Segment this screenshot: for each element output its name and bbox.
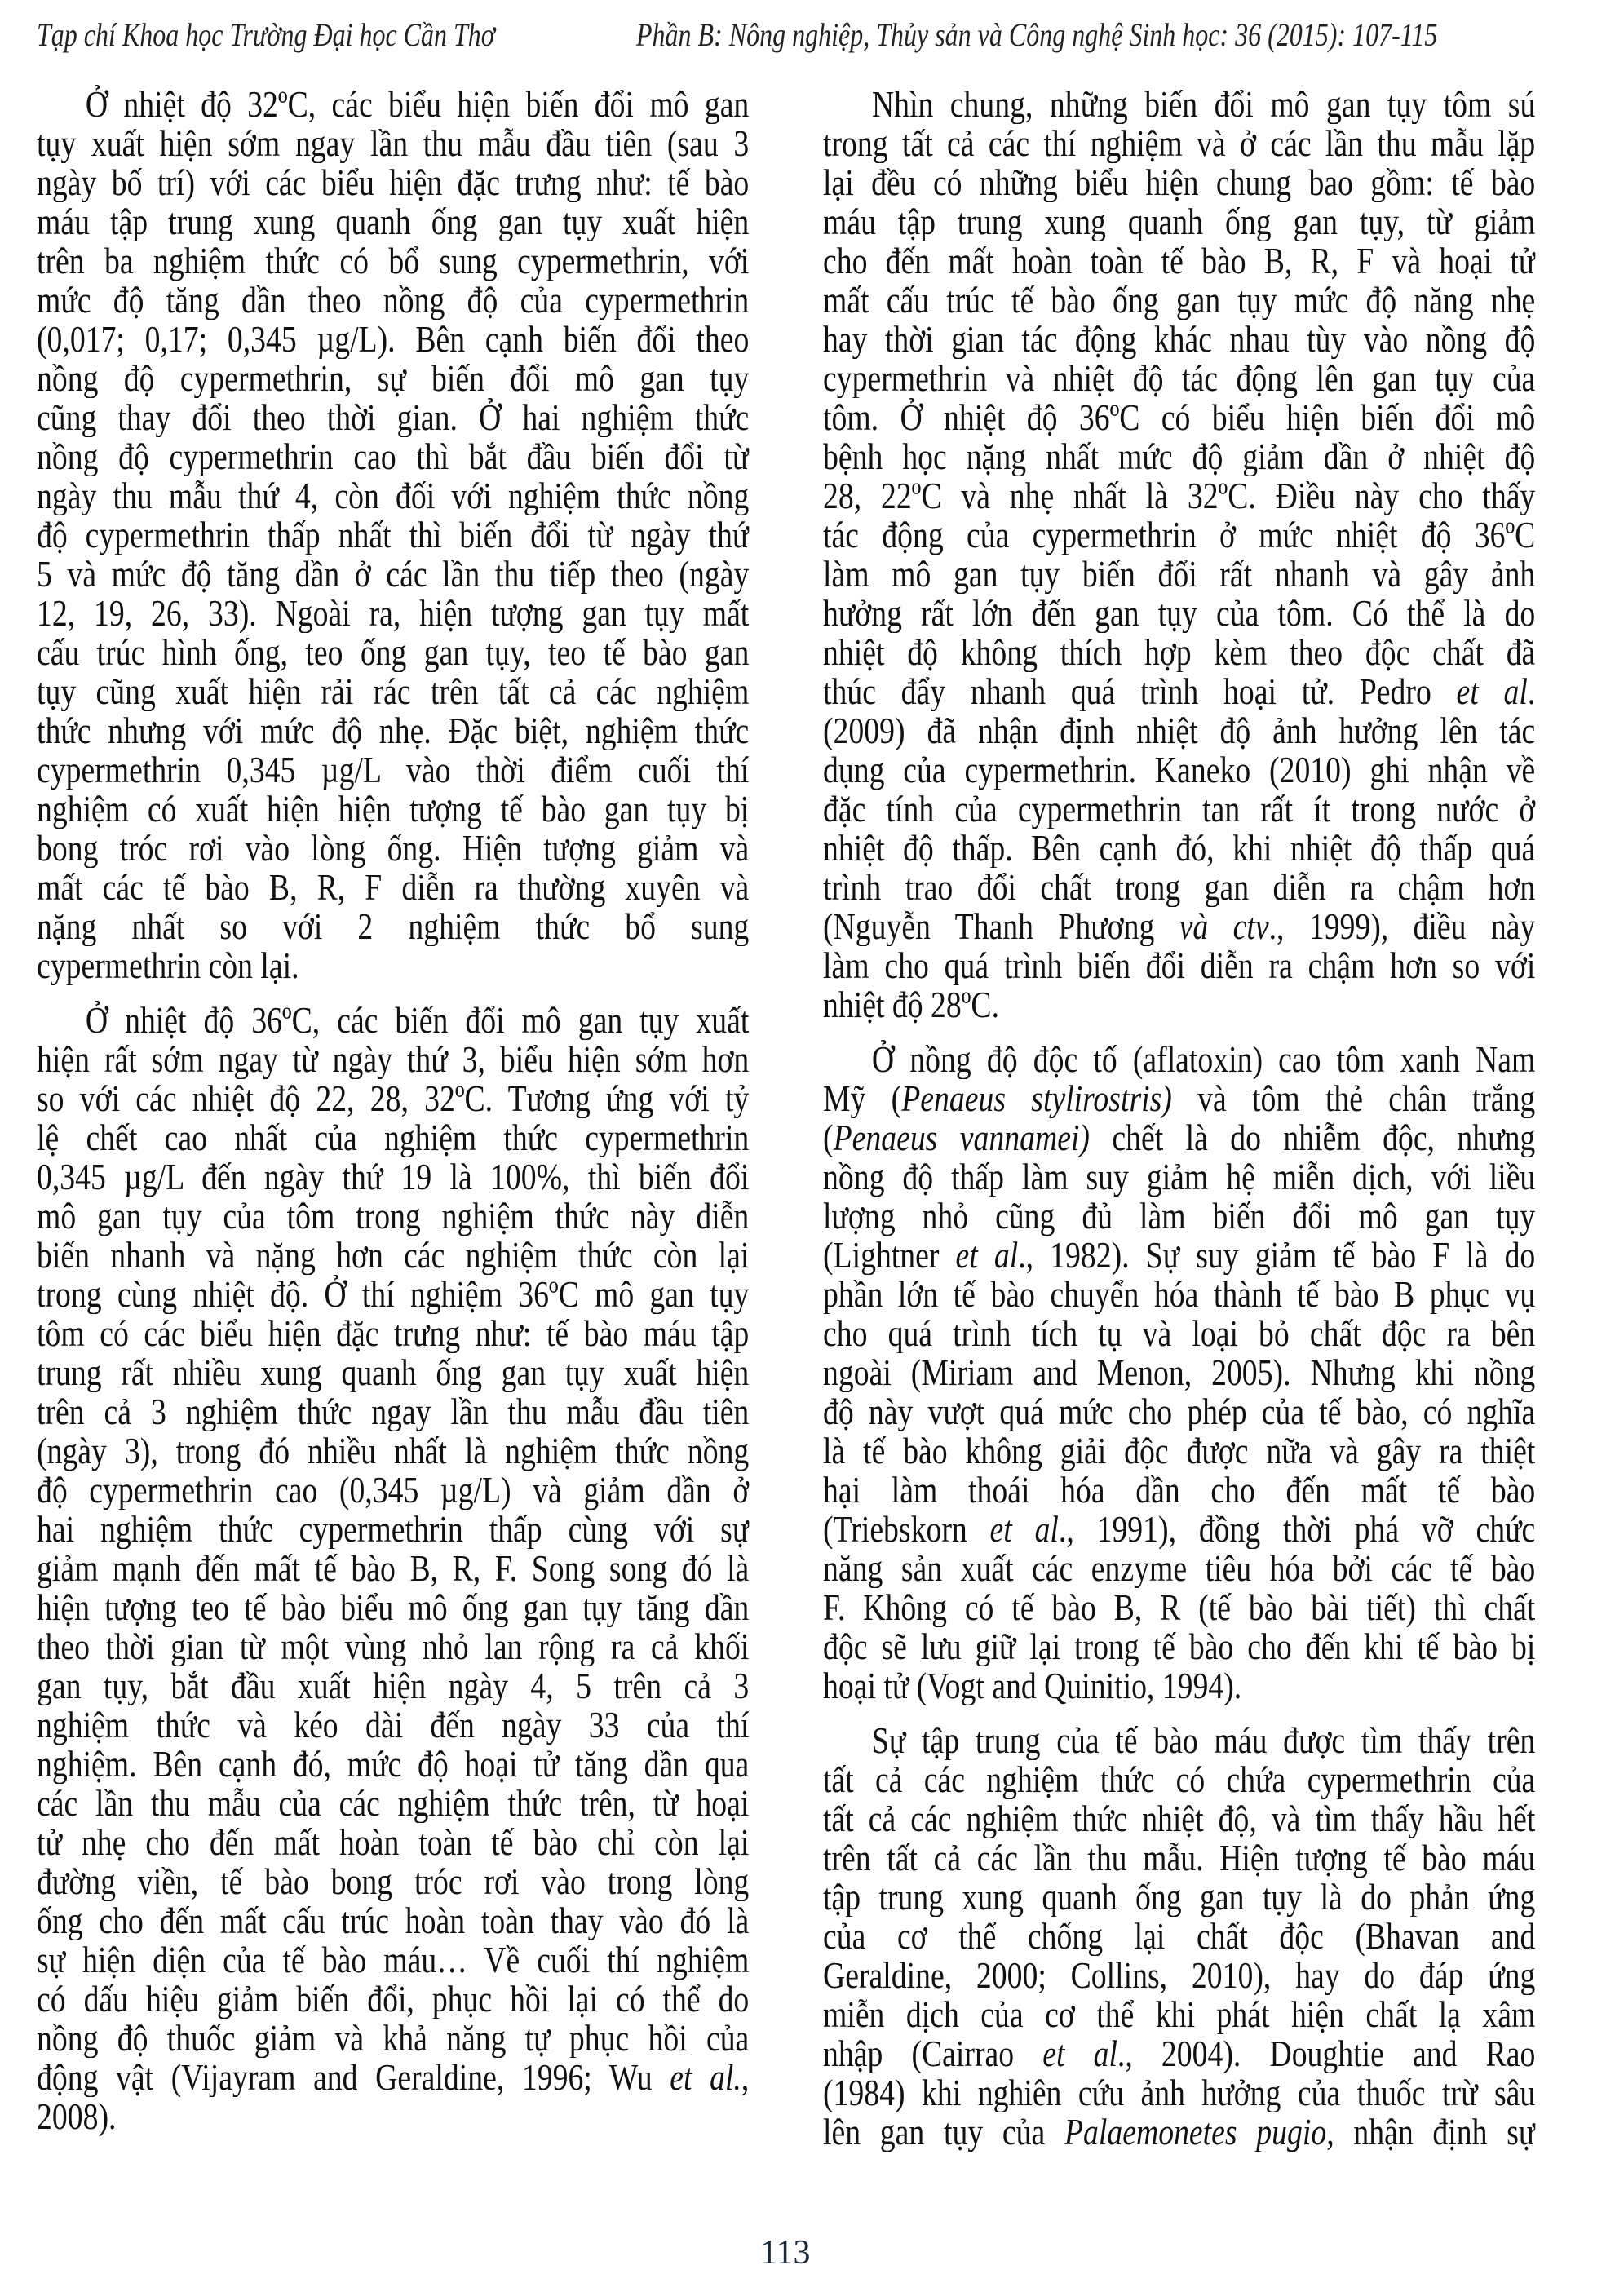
text-line bbox=[823, 476, 1536, 515]
text-line-content: làm cho quá trình biến đổi diễn ra chậm hơn so với bbox=[823, 946, 1536, 985]
text-line-content: cypermethrin 0,345 µg/L vào thời điểm cuối thí bbox=[37, 750, 750, 790]
text-line-content: biến nhanh và nặng hơn các nghiệm thức còn lại bbox=[37, 1236, 750, 1275]
text-line bbox=[37, 124, 750, 163]
text-line bbox=[823, 281, 1536, 320]
text-line bbox=[823, 2034, 1536, 2073]
text-line bbox=[823, 1917, 1536, 1956]
text-line-content: máu tập trung xung quanh ống gan tụy xuất hiện bbox=[37, 202, 750, 241]
text-line-content: miễn dịch của cơ thể khi phát hiện chất lạ xâm bbox=[823, 1995, 1536, 2034]
text-line-content: cho quá trình tích tụ và loại bỏ chất độc ra bên bbox=[823, 1314, 1536, 1353]
text-line-content: nồng độ cypermethrin, sự biến đổi mô gan tụy bbox=[37, 359, 750, 398]
text-line-content: (2009) đã nhận định nhiệt độ ảnh hưởng lên tác bbox=[823, 711, 1536, 750]
text-line bbox=[37, 437, 750, 476]
text-line bbox=[37, 1431, 750, 1471]
text-line-content: các lần thu mẫu của các nghiệm thức trên, từ hoại bbox=[37, 1784, 750, 1823]
text-line bbox=[37, 1940, 750, 1980]
section-citation: Phần B: Nông nghiệp, Thủy sản và Công nghệ Sinh học: 36 (2015): 107-115 bbox=[636, 16, 1438, 53]
text-line-content: thức nhưng với mức độ nhẹ. Đặc biệt, nghiệm thức bbox=[37, 711, 750, 750]
text-line bbox=[823, 163, 1536, 202]
text-line-content: gan tụy, bắt đầu xuất hiện ngày 4, 5 trên cả 3 bbox=[37, 1666, 750, 1705]
text-line bbox=[37, 241, 750, 281]
right-column bbox=[823, 85, 1536, 2167]
text-line bbox=[37, 907, 750, 946]
text-line bbox=[37, 202, 750, 241]
text-line bbox=[823, 398, 1536, 437]
text-line bbox=[823, 320, 1536, 359]
text-line-content: độ cypermethrin cao (0,345 µg/L) và giảm dần ở bbox=[37, 1471, 750, 1510]
text-line-content: tập trung xung quanh ống gan tụy là do phản ứng bbox=[823, 1878, 1536, 1917]
text-line-content: (Triebskorn et al., 1991), đồng thời phá vỡ chức bbox=[823, 1510, 1536, 1549]
text-line bbox=[37, 1588, 750, 1627]
text-line bbox=[823, 85, 1536, 124]
text-line-content: trung rất nhiều xung quanh ống gan tụy xuất hiện bbox=[37, 1353, 750, 1392]
text-line bbox=[37, 868, 750, 907]
text-line-content: hiện tượng teo tế bào biểu mô ống gan tụy tăng dần bbox=[37, 1588, 750, 1627]
paragraph bbox=[37, 1001, 750, 2136]
text-line bbox=[823, 1392, 1536, 1431]
text-line bbox=[823, 907, 1536, 946]
text-line-content: làm mô gan tụy biến đổi rất nhanh và gây ảnh bbox=[823, 555, 1536, 594]
text-line-content: mô gan tụy của tôm trong nghiệm thức này diễn bbox=[37, 1197, 750, 1236]
text-line bbox=[37, 1745, 750, 1784]
text-line bbox=[37, 1236, 750, 1275]
text-line bbox=[37, 1118, 750, 1157]
text-line-content: dụng của cypermethrin. Kaneko (2010) ghi nhận về bbox=[823, 750, 1536, 790]
text-line-content: nghiệm. Bên cạnh đó, mức độ hoại tử tăng dần qua bbox=[37, 1745, 750, 1784]
text-line-content: Ở nhiệt độ 32ºC, các biểu hiện biến đổi mô gan bbox=[85, 85, 750, 124]
text-line bbox=[37, 1510, 750, 1549]
running-head-journal bbox=[37, 15, 609, 55]
text-line-content: (0,017; 0,17; 0,345 µg/L). Bên cạnh biến đổi theo bbox=[37, 320, 750, 359]
text-line-content: đặc tính của cypermethrin tan rất ít trong nước ở bbox=[823, 790, 1536, 829]
text-line-content: nhập (Cairrao et al., 2004). Doughtie and Rao bbox=[823, 2034, 1536, 2073]
text-line bbox=[823, 633, 1536, 672]
text-line bbox=[823, 1838, 1536, 1878]
text-line-content: có dấu hiệu giảm biến đổi, phục hồi lại có thể do bbox=[37, 1980, 750, 2019]
text-line bbox=[37, 1392, 750, 1431]
text-line-content: máu tập trung xung quanh ống gan tụy, từ giảm bbox=[823, 202, 1536, 241]
text-line bbox=[823, 1995, 1536, 2034]
text-line-content: trong cùng nhiệt độ. Ở thí nghiệm 36ºC mô gan tụy bbox=[37, 1275, 750, 1314]
text-line-content: phần lớn tế bào chuyển hóa thành tế bào B phục vụ bbox=[823, 1275, 1536, 1314]
text-line-content: hưởng rất lớn đến gan tụy của tôm. Có thể là do bbox=[823, 594, 1536, 633]
text-line-content: Ở nhiệt độ 36ºC, các biến đổi mô gan tụy xuất bbox=[85, 1001, 750, 1040]
text-line bbox=[37, 1627, 750, 1666]
text-line-content: tất cả các nghiệm thức có chứa cypermethrin của bbox=[823, 1760, 1536, 1799]
text-line-content: tôm có các biểu hiện đặc trưng như: tế bào máu tập bbox=[37, 1314, 750, 1353]
text-line-content: bong tróc rơi vào lòng ống. Hiện tượng giảm và bbox=[37, 829, 750, 868]
paragraph bbox=[823, 85, 1536, 1024]
text-line bbox=[823, 2073, 1536, 2112]
text-line bbox=[823, 1275, 1536, 1314]
text-line bbox=[823, 1353, 1536, 1392]
text-line bbox=[37, 85, 750, 124]
text-line bbox=[37, 1275, 750, 1314]
text-line bbox=[37, 946, 750, 985]
text-line-content: 0,345 µg/L đến ngày thứ 19 là 100%, thì biến đổi bbox=[37, 1157, 750, 1197]
text-line bbox=[37, 1823, 750, 1862]
text-line-content: ống cho đến mất cấu trúc hoàn toàn thay vào đó là bbox=[37, 1901, 750, 1940]
text-line bbox=[823, 1157, 1536, 1197]
text-line-content: sự hiện diện của tế bào máu… Về cuối thí nghiệm bbox=[37, 1940, 750, 1980]
text-line-content: hại làm thoái hóa dần cho đến mất tế bào bbox=[823, 1471, 1536, 1510]
text-line bbox=[37, 1040, 750, 1079]
text-line bbox=[37, 1784, 750, 1823]
text-line-content: năng sản xuất các enzyme tiêu hóa bởi các tế bào bbox=[823, 1549, 1536, 1588]
text-line bbox=[823, 1760, 1536, 1799]
paragraph bbox=[823, 1721, 1536, 2152]
paragraph bbox=[37, 85, 750, 985]
text-line-content: trên ba nghiệm thức có bổ sung cypermethrin, với bbox=[37, 241, 750, 281]
text-line-content: 5 và mức độ tăng dần ở các lần thu tiếp theo (ngày bbox=[37, 555, 750, 594]
text-line bbox=[37, 711, 750, 750]
text-line-content: (ngày 3), trong đó nhiều nhất là nghiệm thức nồng bbox=[37, 1431, 750, 1471]
text-line bbox=[37, 829, 750, 868]
text-line bbox=[37, 1197, 750, 1236]
running-head-section bbox=[636, 15, 1615, 55]
page-number: 113 bbox=[760, 2234, 811, 2272]
text-line bbox=[823, 1118, 1536, 1157]
text-line-content: nghiệm thức và kéo dài đến ngày 33 của thí bbox=[37, 1705, 750, 1745]
text-line bbox=[823, 437, 1536, 476]
text-line-content: trên cả 3 nghiệm thức ngay lần thu mẫu đầu tiên bbox=[37, 1392, 750, 1431]
text-line-content: hoại tử (Vogt and Quinitio, 1994). bbox=[823, 1666, 1242, 1705]
text-line-content: mất các tế bào B, R, F diễn ra thường xuyên và bbox=[37, 868, 750, 907]
text-line-content: độc sẽ lưu giữ lại trong tế bào cho đến khi tế bào bị bbox=[823, 1627, 1536, 1666]
text-line-content: động vật (Vijayram and Geraldine, 1996; Wu et al., bbox=[37, 2058, 750, 2097]
text-line-content: tụy cũng xuất hiện rải rác trên tất cả các nghiệm bbox=[37, 672, 750, 711]
text-line-content: trong tất cả các thí nghiệm và ở các lần thu mẫu lặp bbox=[823, 124, 1536, 163]
text-line bbox=[37, 1980, 750, 2019]
text-line-content: lại đều có những biểu hiện chung bao gồm: tế bào bbox=[823, 163, 1536, 202]
text-line bbox=[823, 711, 1536, 750]
text-line-content: 12, 19, 26, 33). Ngoài ra, hiện tượng gan tụy mất bbox=[37, 594, 750, 633]
text-line bbox=[37, 1001, 750, 1040]
text-line-content: cypermethrin còn lại. bbox=[37, 946, 299, 985]
text-line bbox=[823, 1040, 1536, 1079]
text-line bbox=[37, 633, 750, 672]
text-line-content: mất cấu trúc tế bào ống gan tụy mức độ năng nhẹ bbox=[823, 281, 1536, 320]
text-line bbox=[37, 163, 750, 202]
text-line bbox=[37, 750, 750, 790]
text-line bbox=[37, 594, 750, 633]
text-line-content: nhiệt độ thấp. Bên cạnh đó, khi nhiệt độ thấp quá bbox=[823, 829, 1536, 868]
text-line bbox=[823, 202, 1536, 241]
text-line bbox=[823, 555, 1536, 594]
text-line-content: tác động của cypermethrin ở mức nhiệt độ 36ºC bbox=[823, 515, 1536, 555]
text-line-content: so với các nhiệt độ 22, 28, 32ºC. Tương ứng với tỷ bbox=[37, 1079, 750, 1118]
text-line-content: nồng độ thấp làm suy giảm hệ miễn dịch, với liều bbox=[823, 1157, 1536, 1197]
text-line-content: F. Không có tế bào B, R (tế bào bài tiết) thì chất bbox=[823, 1588, 1536, 1627]
text-line bbox=[37, 1353, 750, 1392]
text-line-content: tất cả các nghiệm thức nhiệt độ, và tìm thấy hầu hết bbox=[823, 1799, 1536, 1838]
text-line-content: nồng độ thuốc giảm và khả năng tự phục hồi của bbox=[37, 2019, 750, 2058]
journal-title: Tạp chí Khoa học Trường Đại học Cần Thơ bbox=[37, 16, 495, 53]
text-line bbox=[37, 2097, 750, 2136]
text-line bbox=[37, 1549, 750, 1588]
text-line bbox=[823, 790, 1536, 829]
text-line-content: hai nghiệm thức cypermethrin thấp cùng với sự bbox=[37, 1510, 750, 1549]
text-line bbox=[823, 1956, 1536, 1995]
text-line-content: hay thời gian tác động khác nhau tùy vào nồng độ bbox=[823, 320, 1536, 359]
text-line bbox=[37, 398, 750, 437]
text-line bbox=[823, 241, 1536, 281]
text-line-content: theo thời gian từ một vùng nhỏ lan rộng ra cả khối bbox=[37, 1627, 750, 1666]
text-line-content: Ở nồng độ độc tố (aflatoxin) cao tôm xanh Nam bbox=[871, 1040, 1536, 1079]
text-line bbox=[823, 829, 1536, 868]
text-line-content: 28, 22ºC và nhẹ nhất là 32ºC. Điều này cho thấy bbox=[823, 476, 1536, 515]
text-line bbox=[823, 1721, 1536, 1760]
text-line bbox=[37, 790, 750, 829]
text-line-content: ngày bố trí) với các biểu hiện đặc trưng như: tế bào bbox=[37, 163, 750, 202]
text-line bbox=[823, 868, 1536, 907]
text-line bbox=[823, 1314, 1536, 1353]
text-line-content: Geraldine, 2000; Collins, 2010), hay do đáp ứng bbox=[823, 1956, 1536, 1995]
text-line-content: cho đến mất hoàn toàn tế bào B, R, F và hoại tử bbox=[823, 241, 1536, 281]
text-line-content: cũng thay đổi theo thời gian. Ở hai nghiệm thức bbox=[37, 398, 750, 437]
text-line-content: ngoài (Miriam and Menon, 2005). Nhưng khi nồng bbox=[823, 1353, 1536, 1392]
text-line-content: nghiệm có xuất hiện hiện tượng tế bào gan tụy bị bbox=[37, 790, 750, 829]
text-line bbox=[37, 672, 750, 711]
left-column bbox=[37, 85, 750, 2152]
text-line bbox=[823, 124, 1536, 163]
text-line-content: Nhìn chung, những biến đổi mô gan tụy tôm sú bbox=[871, 85, 1536, 124]
text-line-content: thúc đẩy nhanh quá trình hoại tử. Pedro et al. bbox=[823, 672, 1536, 711]
text-line-content: (Lightner et al., 1982). Sự suy giảm tế bào F là do bbox=[823, 1236, 1536, 1275]
text-line-content: Sự tập trung của tế bào máu được tìm thấy trên bbox=[871, 1721, 1536, 1760]
text-line-content: nhiệt độ 28ºC. bbox=[823, 985, 1000, 1024]
text-line bbox=[37, 320, 750, 359]
text-line-content: trên tất cả các lần thu mẫu. Hiện tượng tế bào máu bbox=[823, 1838, 1536, 1878]
text-line bbox=[823, 1799, 1536, 1838]
text-line bbox=[37, 1666, 750, 1705]
text-line bbox=[823, 1510, 1536, 1549]
text-line-content: mức độ tăng dần theo nồng độ của cypermethrin bbox=[37, 281, 750, 320]
text-line bbox=[37, 1705, 750, 1745]
text-line bbox=[37, 476, 750, 515]
text-line bbox=[823, 1471, 1536, 1510]
text-line bbox=[37, 1901, 750, 1940]
text-line-content: Mỹ (Penaeus stylirostris) và tôm thẻ chân trắng bbox=[823, 1079, 1536, 1118]
text-line-content: tôm. Ở nhiệt độ 36ºC có biểu hiện biến đổi mô bbox=[823, 398, 1536, 437]
text-line-content: lượng nhỏ cũng đủ làm biến đổi mô gan tụy bbox=[823, 1197, 1536, 1236]
text-line-content: (Penaeus vannamei) chết là do nhiễm độc, nhưng bbox=[823, 1118, 1536, 1157]
text-line-content: nặng nhất so với 2 nghiệm thức bổ sung bbox=[37, 907, 750, 946]
text-line bbox=[823, 1588, 1536, 1627]
text-line-content: 2008). bbox=[37, 2097, 117, 2136]
text-line bbox=[823, 1878, 1536, 1917]
text-line-content: bệnh học nặng nhất mức độ giảm dần ở nhiệt độ bbox=[823, 437, 1536, 476]
text-line bbox=[37, 1079, 750, 1118]
text-line-content: là tế bào không giải độc được nữa và gây ra thiệt bbox=[823, 1431, 1536, 1471]
text-line-content: độ này vượt quá mức cho phép của tế bào, có nghĩa bbox=[823, 1392, 1536, 1431]
text-line bbox=[37, 281, 750, 320]
text-line-content: cypermethrin và nhiệt độ tác động lên gan tụy của bbox=[823, 359, 1536, 398]
text-line-content: trình trao đổi chất trong gan diễn ra chậm hơn bbox=[823, 868, 1536, 907]
text-line bbox=[823, 1666, 1536, 1705]
text-line-content: lên gan tụy của Palaemonetes pugio, nhận định sự bbox=[823, 2112, 1536, 2152]
text-line bbox=[37, 1862, 750, 1901]
text-line bbox=[823, 1236, 1536, 1275]
text-line-content: lệ chết cao nhất của nghiệm thức cypermethrin bbox=[37, 1118, 750, 1157]
text-line bbox=[823, 946, 1536, 985]
text-line-content: tử nhẹ cho đến mất hoàn toàn tế bào chỉ còn lại bbox=[37, 1823, 750, 1862]
text-line bbox=[823, 750, 1536, 790]
text-line-content: nồng độ cypermethrin cao thì bắt đầu biến đổi từ bbox=[37, 437, 750, 476]
text-line bbox=[823, 1079, 1536, 1118]
text-line-content: (1984) khi nghiên cứu ảnh hưởng của thuốc trừ sâu bbox=[823, 2073, 1536, 2112]
text-line bbox=[37, 2058, 750, 2097]
text-line-content: của cơ thể chống lại chất độc (Bhavan and bbox=[823, 1917, 1536, 1956]
text-line bbox=[823, 594, 1536, 633]
text-line-content: tụy xuất hiện sớm ngay lần thu mẫu đầu tiên (sau 3 bbox=[37, 124, 750, 163]
text-line-content: hiện rất sớm ngay từ ngày thứ 3, biểu hiện sớm hơn bbox=[37, 1040, 750, 1079]
text-line bbox=[37, 2019, 750, 2058]
text-line bbox=[823, 515, 1536, 555]
text-line bbox=[37, 1157, 750, 1197]
text-line-content: đường viền, tế bào bong tróc rơi vào trong lòng bbox=[37, 1862, 750, 1901]
text-line bbox=[823, 672, 1536, 711]
text-line bbox=[823, 2112, 1536, 2152]
text-line bbox=[37, 1314, 750, 1353]
text-line-content: (Nguyễn Thanh Phương và ctv., 1999), điều này bbox=[823, 907, 1536, 946]
text-line-content: độ cypermethrin thấp nhất thì biến đổi từ ngày thứ bbox=[37, 515, 750, 555]
paragraph bbox=[823, 1040, 1536, 1705]
text-line bbox=[823, 1627, 1536, 1666]
text-line-content: cấu trúc hình ống, teo ống gan tụy, teo tế bào gan bbox=[37, 633, 750, 672]
text-line bbox=[37, 515, 750, 555]
text-line bbox=[823, 1549, 1536, 1588]
text-line bbox=[823, 1197, 1536, 1236]
text-line-content: nhiệt độ không thích hợp kèm theo độc chất đã bbox=[823, 633, 1536, 672]
text-line bbox=[37, 555, 750, 594]
text-line bbox=[37, 1471, 750, 1510]
text-line bbox=[823, 1431, 1536, 1471]
text-line bbox=[823, 985, 1536, 1024]
text-line bbox=[37, 359, 750, 398]
text-line-content: ngày thu mẫu thứ 4, còn đối với nghiệm thức nồng bbox=[37, 476, 750, 515]
text-line bbox=[823, 359, 1536, 398]
text-line-content: giảm mạnh đến mất tế bào B, R, F. Song song đó là bbox=[37, 1549, 750, 1588]
